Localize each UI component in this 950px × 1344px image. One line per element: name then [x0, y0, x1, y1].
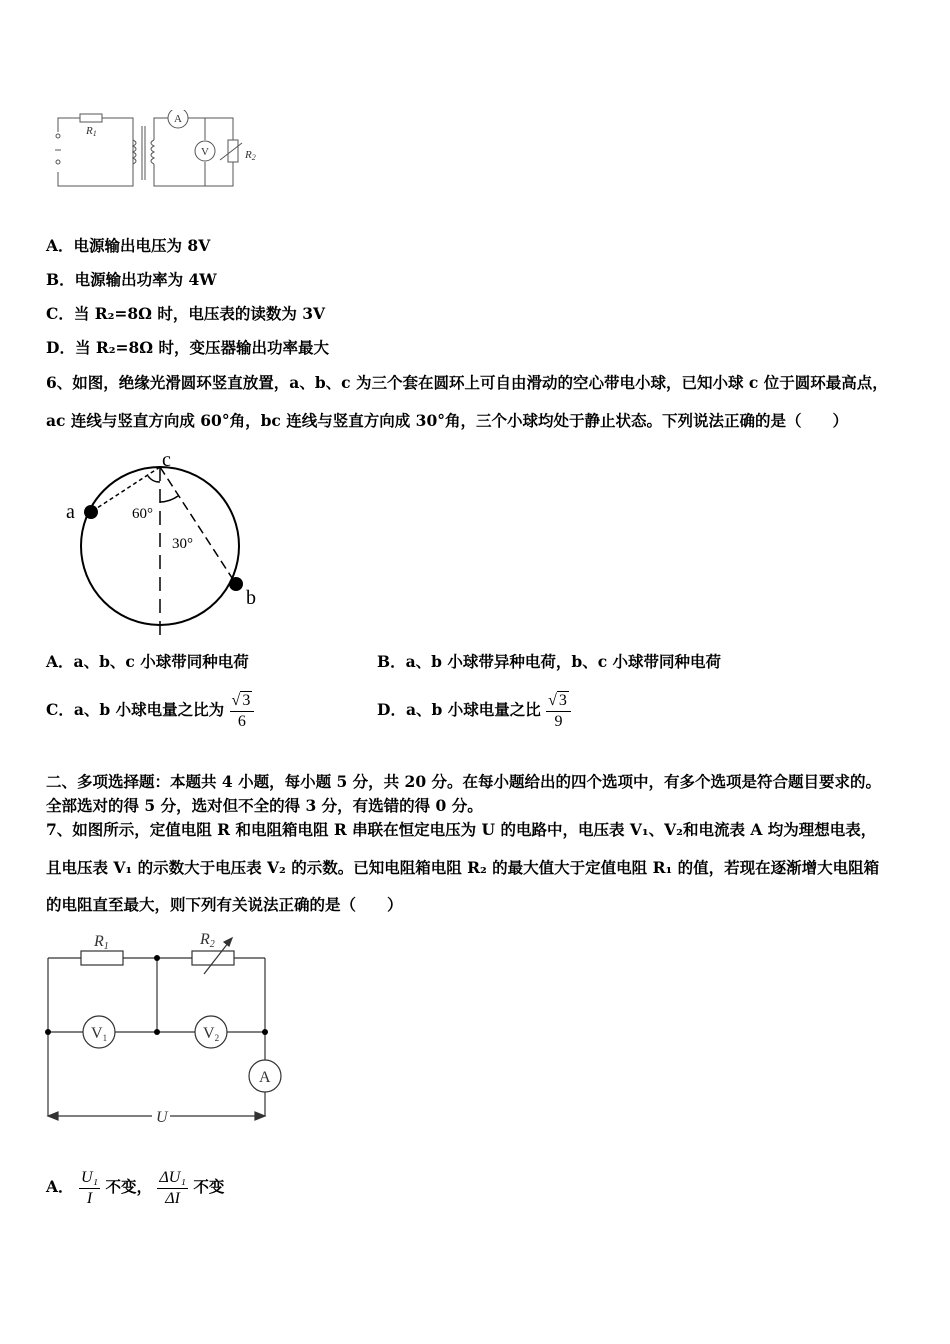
q6-option-d-text: D．a、b 小球电量之比: [377, 700, 541, 719]
q7-ammeter-label: A: [259, 1069, 271, 1086]
q7-option-a-fraction1: $\frac{\text{U₁}}{I}$: [80, 1168, 99, 1207]
q6-option-b: B．a、b 小球带异种电荷，b、c 小球带同种电荷: [377, 652, 722, 671]
q5-r1-label: R: [86, 125, 93, 137]
q6-option-c-text: C．a、b 小球电量之比为: [46, 700, 225, 719]
q7-circuit-diagram: [40, 926, 290, 1136]
q5-r2-label: R: [245, 149, 252, 161]
q7-v1-label: V: [91, 1025, 103, 1042]
q5-option-c: C．当 R₂=8Ω 时，电压表的读数为 3V: [46, 304, 326, 323]
q5-option-b: B．电源输出功率为 4W: [46, 270, 217, 289]
q6-option-c: [46, 688, 254, 732]
svg-text:R2: R2: [200, 931, 215, 950]
q5-option-d: D．当 R₂=8Ω 时，变压器输出功率最大: [46, 338, 329, 357]
q6-label-c: c: [162, 452, 171, 471]
q5-circuit-diagram: [50, 110, 270, 192]
q7-v2-label: V: [203, 1025, 215, 1042]
svg-text:R1: R1: [94, 933, 109, 952]
q6-option-a: A．a、b、c 小球带同种电荷: [46, 652, 249, 671]
svg-text:V1: V1: [91, 1025, 108, 1043]
section2-heading-line2: 全部选对的得 5 分，选对但不全的得 3 分，有选错的得 0 分。: [46, 796, 483, 815]
q6-angle-60: 60°: [132, 506, 153, 522]
q7-option-a-label: A．: [46, 1177, 74, 1196]
svg-text:R2: R2: [245, 149, 256, 162]
q6-label-b: b: [246, 587, 256, 609]
q7-r1-label: R: [94, 933, 104, 950]
q5-ammeter-label: A: [174, 113, 182, 125]
q5-voltmeter-label: V: [201, 146, 209, 158]
q6-stem-line2: ac 连线与竖直方向成 60°角，bc 连线与竖直方向成 30°角，三个小球均处于静止状态。下列说法正确的是（ ）: [46, 411, 848, 430]
q6-ring-diagram: [60, 452, 280, 648]
q6-option-d: [377, 688, 571, 732]
q7-r2-label: R: [200, 931, 210, 948]
q6-option-d-fraction: $\frac{√ 3}{9}$: [546, 691, 571, 732]
q6-label-a: a: [66, 501, 75, 523]
q7-stem-line3: 的电阻直至最大，则下列有关说法正确的是（ ）: [46, 895, 403, 914]
q5-option-a: A．电源输出电压为 8V: [46, 236, 211, 255]
q7-stem-line1: 7、如图所示，定值电阻 R 和电阻箱电阻 R 串联在恒定电压为 U 的电路中，电压表 V₁、V₂和电流表 A 均为理想电表，: [46, 820, 877, 839]
svg-text:R1: R1: [86, 125, 97, 138]
q7-option-a-fraction2: $\frac{\text{ΔU₁}}{\Delta I}$: [159, 1168, 186, 1207]
q6-stem-line1: 6、如图，绝缘光滑圆环竖直放置，a、b、c 为三个套在圆环上可自由滑动的空心带电小球，已知小球 c 位于圆环最高点，: [46, 373, 888, 392]
q7-option-a-end: 不变: [193, 1177, 225, 1196]
q7-option-a-mid: 不变，: [105, 1177, 152, 1196]
q6-angle-30: 30°: [172, 536, 193, 552]
svg-text:V2: V2: [203, 1025, 220, 1043]
q7-option-a: [46, 1165, 224, 1209]
q7-u-label: U: [156, 1109, 168, 1126]
section2-heading-line1: 二、多项选择题：本题共 4 小题，每小题 5 分，共 20 分。在每小题给出的四个选项中，有多个选项是符合题目要求的。: [46, 772, 882, 791]
q7-stem-line2: 且电压表 V₁ 的示数大于电压表 V₂ 的示数。已知电阻箱电阻 R₂ 的最大值大于定值电阻 R₁ 的值，若现在逐渐增大电阻箱: [46, 858, 880, 877]
q6-option-c-fraction: $\frac{√ 3}{6}$: [230, 691, 255, 732]
